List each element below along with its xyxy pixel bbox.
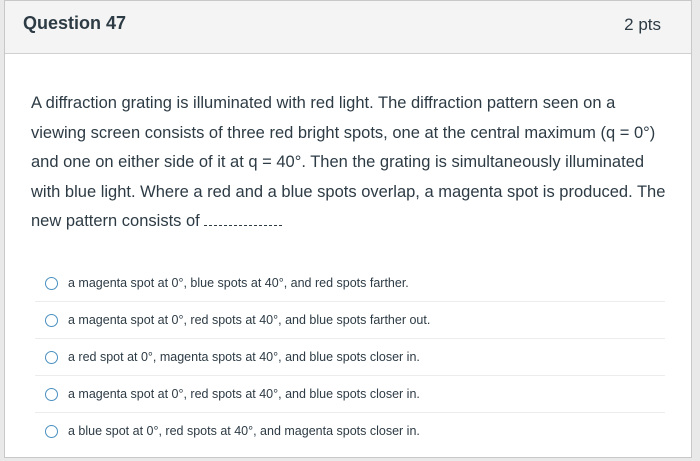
answer-list: [35, 265, 665, 449]
question-title: Question 47: [23, 13, 127, 33]
question-text: [31, 89, 671, 237]
radio-button-icon[interactable]: [45, 314, 58, 327]
radio-button-icon[interactable]: [45, 388, 58, 401]
question-header: [5, 1, 691, 54]
answer-option-4[interactable]: [35, 375, 665, 412]
answer-option-5[interactable]: [35, 412, 665, 449]
answer-label: a blue spot at 0°, red spots at 40°, and magenta spots closer in.: [68, 424, 420, 438]
answer-label: a red spot at 0°, magenta spots at 40°, and blue spots closer in.: [68, 350, 420, 364]
radio-button-icon[interactable]: [45, 351, 58, 364]
question-card: [4, 0, 692, 458]
fill-blank: [204, 215, 282, 226]
answer-label: a magenta spot at 0°, red spots at 40°, and blue spots closer in.: [68, 387, 420, 401]
answer-option-3[interactable]: [35, 338, 665, 375]
answer-option-1[interactable]: [35, 265, 665, 301]
question-points: 2 pts: [624, 15, 661, 34]
answer-label: a magenta spot at 0°, red spots at 40°, and blue spots farther out.: [68, 313, 431, 327]
question-prompt: A diffraction grating is illuminated with red light. The diffraction pattern seen on a viewing screen consists of three red bright spots, one at the central maximum (q = 0°) and one on either side of it at q = 40°. Then the grating is simultaneously illuminated with blue light. Where a red and a blue spots overlap, a magenta spot is produced. The new pattern consists of: [31, 94, 666, 230]
radio-button-icon[interactable]: [45, 277, 58, 290]
answer-label: a magenta spot at 0°, blue spots at 40°, and red spots farther.: [68, 276, 409, 290]
answer-option-2[interactable]: [35, 301, 665, 338]
radio-button-icon[interactable]: [45, 425, 58, 438]
